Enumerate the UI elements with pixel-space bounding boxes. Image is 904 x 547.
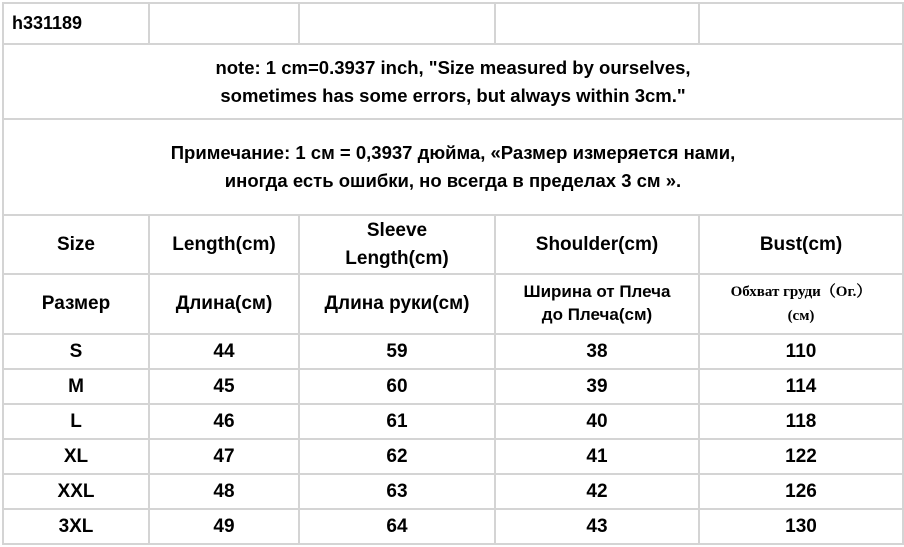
note-ru-row [3,119,903,215]
note-ru-line-1: Примечание: 1 см = 0,3937 дюйма, «Размер измеряется нами, [170,142,736,164]
header-sleeve-line-2: Length(cm) [345,247,449,269]
table-row [3,369,903,404]
cell-size: XXL [3,474,149,509]
header-shoulder-ru-line-1: Ширина от Плеча [523,282,671,302]
cell-bust: 126 [699,474,903,509]
header-sleeve-length [299,215,495,274]
note-ru-line-2: иногда есть ошибки, но всегда в пределах 3 см ». [224,170,682,191]
cell-length: 44 [149,334,299,369]
cell-sleeve: 59 [299,334,495,369]
header-shoulder-ru-line-2: до Плеча(см) [541,305,653,324]
header-en-row [3,215,903,274]
cell-length: 48 [149,474,299,509]
product-code: h331189 [3,3,149,44]
cell-length: 49 [149,509,299,544]
cell-length: 46 [149,404,299,439]
note-english [3,44,903,119]
cell-bust: 114 [699,369,903,404]
product-code-row [3,3,903,44]
cell-length: 47 [149,439,299,474]
empty-cell [495,3,699,44]
table-row [3,509,903,544]
cell-sleeve: 64 [299,509,495,544]
header-length: Length(cm) [149,215,299,274]
note-en-line-2: sometimes has some errors, but always within 3cm." [220,84,686,106]
header-bust-ru [699,274,903,334]
cell-size: M [3,369,149,404]
cell-bust: 122 [699,439,903,474]
cell-shoulder: 38 [495,334,699,369]
note-en-row [3,44,903,119]
header-bust-ru-line-1: Обхват груди（Ог.） [730,284,872,300]
table-row [3,439,903,474]
cell-bust: 110 [699,334,903,369]
cell-length: 45 [149,369,299,404]
cell-shoulder: 39 [495,369,699,404]
header-shoulder-ru [495,274,699,334]
cell-size: L [3,404,149,439]
header-size-ru: Размер [3,274,149,334]
header-length-ru: Длина(см) [149,274,299,334]
note-russian [3,119,903,215]
empty-cell [149,3,299,44]
header-ru-row [3,274,903,334]
cell-shoulder: 40 [495,404,699,439]
empty-cell [699,3,903,44]
cell-shoulder: 43 [495,509,699,544]
cell-sleeve: 63 [299,474,495,509]
cell-bust: 118 [699,404,903,439]
cell-bust: 130 [699,509,903,544]
table-row [3,404,903,439]
cell-shoulder: 41 [495,439,699,474]
cell-sleeve: 60 [299,369,495,404]
cell-shoulder: 42 [495,474,699,509]
table-row [3,334,903,369]
size-chart-table [2,2,904,545]
header-shoulder: Shoulder(cm) [495,215,699,274]
note-en-line-1: note: 1 cm=0.3937 inch, "Size measured by ourselves, [215,56,691,78]
cell-size: 3XL [3,509,149,544]
cell-sleeve: 61 [299,404,495,439]
header-sleeve-ru: Длина руки(см) [299,274,495,334]
cell-sleeve: 62 [299,439,495,474]
header-bust: Bust(cm) [699,215,903,274]
header-bust-ru-line-2: (см) [787,308,815,324]
header-sleeve-line-1: Sleeve [366,219,428,241]
table-row [3,474,903,509]
cell-size: XL [3,439,149,474]
empty-cell [299,3,495,44]
cell-size: S [3,334,149,369]
header-size: Size [3,215,149,274]
